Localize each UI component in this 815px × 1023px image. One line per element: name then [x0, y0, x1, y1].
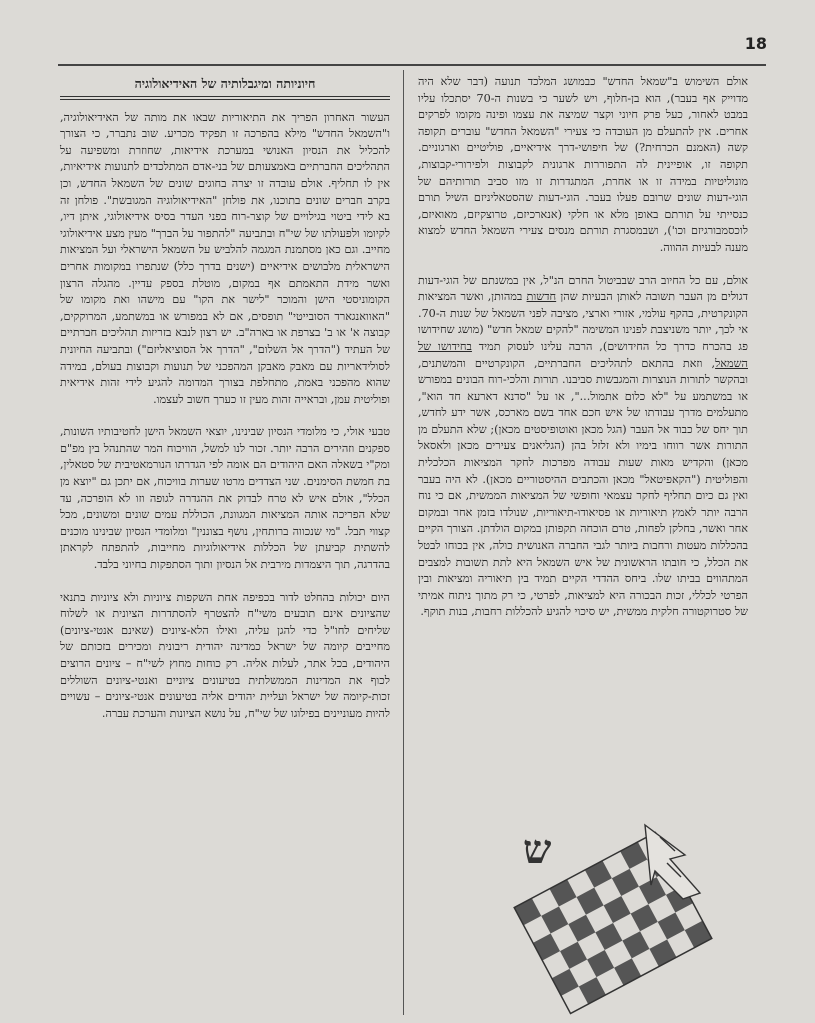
chessboard-square: [552, 969, 579, 996]
left-column: [60, 76, 390, 738]
chessboard-square: [533, 934, 560, 961]
page-number: 18: [744, 34, 767, 53]
underlined-word: חדשות: [526, 290, 557, 304]
left-paragraph-2: טבעי אולי, כי מלומדי הנסיון שבינינו, יוצאי השמאל הישן לחטיבותיו השונות, ספקנים וזהירים הרבה יותר. זכור לנו למשל, הוויכוח המר שהתנהל בין מפ"ם ומק"י בשאלה האם היהודים הם אומה לפי הגדרתו הנורמאטיבית של סטאלין, בת חמשת הסימנים. שני הצדדים מרטו שערות בוויכוח, אם יתכן גם "יוצא מן הכלל", אולם איש לא טרח לבדוק את ההגדרה לגופה וזו לא הופרכה, עד שלא הפריכה אותה המציאות המגוונת, הכוללת עמים שונים ומשונים, מכל קצווי תבל. "מי שנכווה ברותחין, נושף בצוננין" ומלומדי הנסיון שבינינו מוכנים להשתית קביעתן של הכללות אידיאולוגיות מחייבות, להתפתח לקראתן בהדרגה, תוך היצמדות מירבית אל הנסיון ותוך הסתפקות בחיוני בלבד.: [60, 425, 390, 572]
chessboard-square: [585, 861, 612, 888]
chessboard-square: [604, 896, 631, 923]
column-divider: [403, 70, 404, 1015]
header-rule: [58, 64, 766, 66]
underlined-phrase: בחידושו של השמאל: [418, 339, 748, 370]
chessboard-square: [595, 923, 622, 950]
left-paragraph-3: היום יכולות בהחלט לדור בכפיפה אחת השקפות ציוניות ולא ציוניות בתנאי שהציונים אינם תובעים משי"ח להצטרף להסתדרות הציונית או לשלוח שליחים לחו"ל כדי להגן עליה, ואילו הלא-ציונים (שאינם אנטי-ציונים) מחייבים קיומה של ישראל כמדינה יהודית ריבונית ומכירים בזכותם של היהודים, בכל אתר, לעלות אליה. רק כוחות מחוץ לשי"ח – ציונים הרוצים לכוף את המדינות הממשלתית בטיעונים ציוניים ואנטי-ציונים השוללים זכות-קיומה של ישראל ועליית יהודים אליה בטיעונים אנטי-ציונים – עשויים להיות מעוניינים בפילוגו של שי"ח, על נושא הציונות והערכת עברה.: [60, 590, 390, 720]
article-title: חיוניותה ומיגבלותיה של האידיאולוגיה: [60, 76, 390, 97]
chessboard-square: [560, 942, 587, 969]
chessboard-square: [587, 950, 614, 977]
right-paragraph-2-part-c: , וזאת בהתאם לתהליכים החברתיים, הקונקרטיים והמשתנים, ובהקשר לתורות הנוצרות והמגבשות סביבנו. תורות והלכי-רוח הבונים במפורש או במשתמע על "לא כלום אתמול...", או על "סדנא דארעא חד הוא", מתעלמים מדרך עבודתו של איש חכם אחד בשם מארכס, אשר ידע לחדש, תוך יחס של כבוד אל העבר (הגל מכאן ואוטופיסטים מכאן); שלא התעלם מן התורות אשר רווחו בימיו ולא זלזל בהן (הגליאנים צעירים מכאן ולאסאל מכאן) והקדיש מאות שעות עבודה מפרכות לחקר המציאות הכלכלית והפוליטית ("הקאפיטאל" מכאן והכתבים ההיסטוריים מכאן). לא היה בעבר ואין גם כיום תחליף לחקר עצמאי וחופשי של המציאות הממשית, אם כי נוח הרבה יותר לאמץ תיאוריות או פסיאודו-תיאוריות, שנולדו בזמן אחר ובמקום אחר ואשר, בחלקן לפחות, טרם הוכחה תקפותן במקום הולדתן. הצורך הקיים בהכללות מעטות ורחבות ביותר לגבי החברה האנושית כולה, אין בכוחו לבטל את הכלל, כי חובתו הראשונית של איש השמאל היא לתת תשובות למצבים המתהווים בביתו שלו. ביחס ההדדי הקיים תמיד בין תיאוריה ומציאות ובין הפרטי לכללי, זכות הבכורה היא למציאות, לפרטי, כי רק מתוך ניתוח אמיתי של סטרוקטורה חלקית ממשית, יש סיכוי להגיע להכללות רחבות, בנות תוקף.: [418, 356, 748, 619]
chessboard-square: [577, 888, 604, 915]
chessboard-square: [612, 869, 639, 896]
hebrew-letter-shin: ש: [523, 826, 552, 873]
chessboard-square: [622, 931, 649, 958]
title-underline: [60, 99, 390, 100]
chessboard-square: [541, 906, 568, 933]
right-column: [418, 74, 748, 637]
chessboard-square: [614, 958, 641, 985]
right-paragraph-2-part-b: במהותן, ואשר המציאות הקונקרטית, בהקף עולמי, אזורי וארצי, מציבה לפני השמאל של שנות ה-70. אי לכך, יותר משניצבת לפנינו המשימה "להקים שמאל חדש" (מושג שחידושו פג בהכרח כדרך כל החידושים), הרבה עלינו לעסוק תמיד: [418, 290, 748, 353]
chessboard-square: [649, 940, 676, 967]
chessboard-square: [514, 898, 541, 925]
chessboard-square: [579, 977, 606, 1004]
chessboard-square: [550, 879, 577, 906]
right-paragraph-2-part-a: אולם, עם כל החיוב הרב שבביטול החרם הנ"ל, אין במשנתם של הוגי-דעות דגולים מן העבר תשובה לאותן הבעיות שהן: [418, 273, 748, 304]
chessboard-square: [631, 904, 658, 931]
chessboard-square: [658, 912, 685, 939]
left-paragraph-1: העשור האחרון הפריך את התיאוריות שבאו את מותה של האידיאולוגיה, ו"השמאל החדש" מילא בהפרכה זו תפקיד מכריע. שוב נתברר, כי הצורך להכליל את הנסיון האנושי במערכת אידיאות, שחוזרת ומשפיעה על התהליכים החברתיים באמצעותם של בני-אדם המתלכדים לתנועות אידיאיות, אין לו תחליף. אולם עובדה זו יצרה בחוגים שונים של השמאל החדש, וכן בקרב חברים שונים בתוכנו, את פולחן "האידיאולוגיה המגובשת". פולחן זה בא לידי ביטוי בגילויים של קוצר-רוח בפני העדר בסיס אידיאולוגי, איתן דיו, לקיומו ולפעולתו של שי"ח ובתביעה "להתפור על הברך" מעין מצע אידיאולוגי מחייב. וגם כאן מסתמנת המגמה להלביש על השמאל הישראלי ועל המציאות הישראלית מלבושים אידיאיים (ישנים בדרך כלל) שנתפרו במקומות אחרים ואשר מידת התאמתם אף במקום, מוטלת בספק עדיין. מהגלה הרצון הקומוניסטי הישן והמוכר "לישר את הקו" עם מישהו ואת מקומו של "האוואנגארד הסובייטי" תופסים, אם לא במפורש או במשתמע, המרוקקים, קבוצה א' או ב' בצרפת או בארה"ב. יש רצון לנבא בזריזות תהליכים חברתיים של העתיד ("הדרך אל השלום", "הדרך אל הסוציאליזם") ובתביעה החיונית לסולידאריות עם מאבק מאבקן המהפכני של תנועות וקבוצות בעולם, במידה שהוא מהפכני באמת, מתחלפת בצורך המדומה להגיע לידי זהות אידיאית ופוליטית עמן, ובראייה זהות מעין זו כערך חשוב לעצמו.: [60, 110, 390, 406]
chessboard-square: [685, 921, 712, 948]
right-paragraph-2: [418, 273, 748, 621]
chessboard-square: [568, 915, 595, 942]
chessboard-square: [620, 842, 647, 869]
right-paragraph-1: אולם השימוש ב"שמאל החדש" כבמושג המלכד תנועה (דבר שלא היה מדוייק אף בעבר), הוא בן-חלוף, ויש לשער כי בשנות ה-70 יסתכלו עליו במבט לאחור, כעל פרק חיוני וקצר שמיצה את עצמו ופינה מקומו לפרקים אחרים. אין להתעלם מן העובדה כי צעירי "השמאל החדש" עוברים תקופה קשה (האמנם הכרחית?) של חיפושי-דרך אידיאיים, פוליטיים וארגוניים. תקופה זו, אופיינית לה התפוררות ארגונית לקבוצות ולפירורי-קבוצות, מונוליטיות במידה זו או אחרת, המתגדרות זו מזו סביב תורותיהם של הוגי-דעות שונים שרובם פעלו בעבר. הוגי-דעות שהסטאליניזם השיל תורם כנסייתי על תורתם באופן מלא או חלקי (אנארכיזם, טרוצקיזם, מאואיזם, לוכסמבורגיזם וכו'), ושבמסגרת תורתם מנסים צעירי השמאל החדש למצוא מענה לבעיות ההווה.: [418, 75, 748, 254]
chessboard-arrow-illustration: [495, 815, 725, 1015]
